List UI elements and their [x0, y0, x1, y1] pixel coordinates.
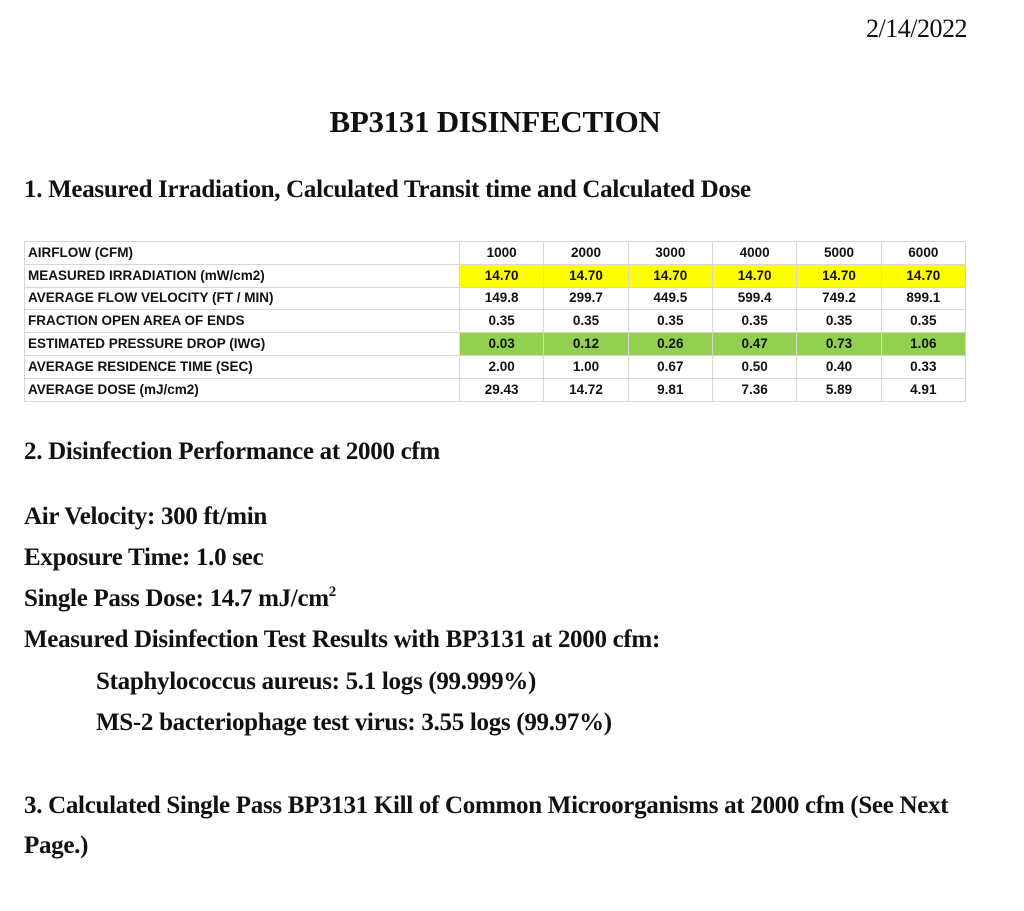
table-cell: 14.70: [797, 264, 881, 287]
document-title: BP3131 DISINFECTION: [329, 104, 661, 139]
table-cell: 7.36: [712, 378, 796, 401]
section-3-heading: 3. Calculated Single Pass BP3131 Kill of Common Microorganisms at 2000 cfm (See Next Page.): [24, 792, 949, 859]
section-1-heading: 1. Measured Irradiation, Calculated Transit time and Calculated Dose: [24, 176, 751, 203]
table-cell: 14.70: [460, 264, 544, 287]
dose-table: [24, 241, 966, 402]
table-row-pressure-drop: [25, 333, 966, 356]
table-cell: 599.4: [712, 287, 796, 310]
row-label: ESTIMATED PRESSURE DROP (IWG): [25, 333, 460, 356]
table-cell: 5000: [797, 242, 881, 265]
table-cell: 0.12: [544, 333, 628, 356]
single-pass-dose-line: [24, 585, 336, 613]
table-cell: 3000: [628, 242, 712, 265]
table-row-irradiation: [25, 264, 966, 287]
squared-superscript: 2: [328, 584, 336, 600]
row-label: MEASURED IRRADIATION (mW/cm2): [25, 264, 460, 287]
table-cell: 0.33: [881, 355, 965, 378]
table-cell: 1.00: [544, 355, 628, 378]
table-cell: 0.35: [460, 310, 544, 333]
table-cell: 0.26: [628, 333, 712, 356]
table-row-velocity: [25, 287, 966, 310]
document-date: 2/14/2022: [866, 14, 967, 43]
table-cell: 0.67: [628, 355, 712, 378]
table-row-open-area: [25, 310, 966, 333]
test-results-heading: Measured Disinfection Test Results with BP3131 at 2000 cfm:: [24, 626, 660, 653]
table-row-airflow: [25, 242, 966, 265]
table-cell: 14.70: [881, 264, 965, 287]
air-velocity-line: Air Velocity: 300 ft/min: [24, 503, 268, 530]
table-cell: 0.73: [797, 333, 881, 356]
table-cell: 14.70: [628, 264, 712, 287]
table-cell: 1000: [460, 242, 544, 265]
row-label: AVERAGE DOSE (mJ/cm2): [25, 378, 460, 401]
table-cell: 29.43: [460, 378, 544, 401]
table-cell: 0.03: [460, 333, 544, 356]
table-cell: 2.00: [460, 355, 544, 378]
table-cell: 0.50: [712, 355, 796, 378]
table-cell: 899.1: [881, 287, 965, 310]
table-row-residence-time: [25, 355, 966, 378]
row-label: FRACTION OPEN AREA OF ENDS: [25, 310, 460, 333]
table-cell: 0.35: [881, 310, 965, 333]
table-cell: 749.2: [797, 287, 881, 310]
table-cell: 0.47: [712, 333, 796, 356]
table-cell: 149.8: [460, 287, 544, 310]
table-cell: 5.89: [797, 378, 881, 401]
table-cell: 0.35: [797, 310, 881, 333]
row-label: AIRFLOW (CFM): [25, 242, 460, 265]
table-cell: 4000: [712, 242, 796, 265]
table-cell: 6000: [881, 242, 965, 265]
result-staphylococcus: Staphylococcus aureus: 5.1 logs (99.999%): [96, 668, 537, 695]
table-cell: 14.72: [544, 378, 628, 401]
table-cell: 449.5: [628, 287, 712, 310]
section-2-heading: 2. Disinfection Performance at 2000 cfm: [24, 438, 440, 465]
table-cell: 0.35: [628, 310, 712, 333]
table-cell: 9.81: [628, 378, 712, 401]
table-cell: 14.70: [712, 264, 796, 287]
table-cell: 299.7: [544, 287, 628, 310]
row-label: AVERAGE FLOW VELOCITY (FT / MIN): [25, 287, 460, 310]
result-ms2: MS-2 bacteriophage test virus: 3.55 logs (99.97%): [96, 709, 612, 736]
table-cell: 1.06: [881, 333, 965, 356]
single-pass-dose-text: Single Pass Dose: 14.7 mJ/cm: [24, 585, 329, 612]
table-cell: 2000: [544, 242, 628, 265]
row-label: AVERAGE RESIDENCE TIME (SEC): [25, 355, 460, 378]
table-cell: 0.35: [544, 310, 628, 333]
table-cell: 0.35: [712, 310, 796, 333]
table-cell: 14.70: [544, 264, 628, 287]
table-cell: 4.91: [881, 378, 965, 401]
table-cell: 0.40: [797, 355, 881, 378]
exposure-time-line: Exposure Time: 1.0 sec: [24, 544, 264, 571]
table-row-dose: [25, 378, 966, 401]
